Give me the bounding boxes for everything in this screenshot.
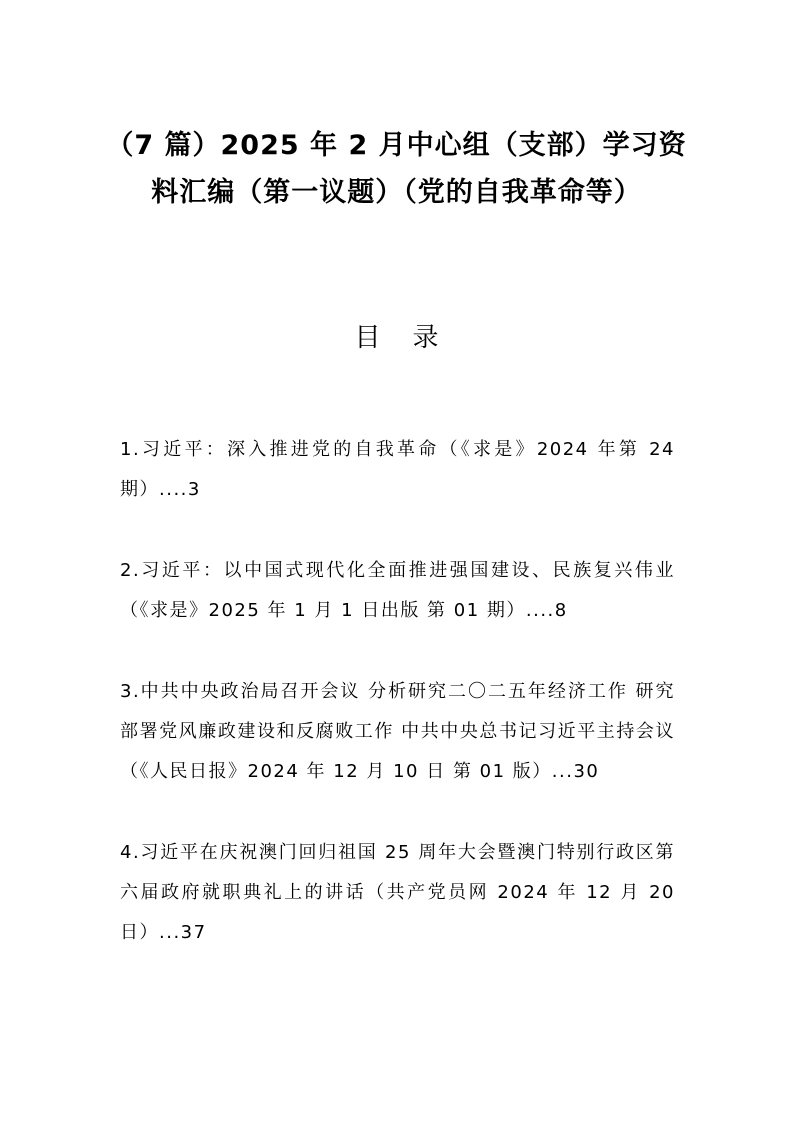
document-title: （7 篇）2025 年 2 月中心组（支部）学习资料汇编（第一议题）（党的自我革命等）: [106, 130, 687, 208]
toc-entry-2[interactable]: 2.习近平：以中国式现代化全面推进强国建设、民族复兴伟业（《求是》2025 年 1 月 1 日出版 第 01 期）....8: [120, 560, 675, 621]
toc-entry-3[interactable]: 3.中共中央政治局召开会议 分析研究二〇二五年经济工作 研究部署党风廉政建设和反腐败工作 中共中央总书记习近平主持会议（《人民日报》2024 年 12 月 10 日 第 01 版）...30: [120, 681, 675, 782]
toc-entry-4[interactable]: 4.习近平在庆祝澳门回归祖国 25 周年大会暨澳门特别行政区第六届政府就职典礼上的讲话（共产党员网 2024 年 12 月 20 日）...37: [120, 842, 675, 943]
toc-heading: 目录: [354, 323, 471, 353]
toc-entry-1[interactable]: 1.习近平：深入推进党的自我革命（《求是》2024 年第 24 期）....3: [120, 439, 675, 500]
table-of-contents: [120, 430, 675, 994]
